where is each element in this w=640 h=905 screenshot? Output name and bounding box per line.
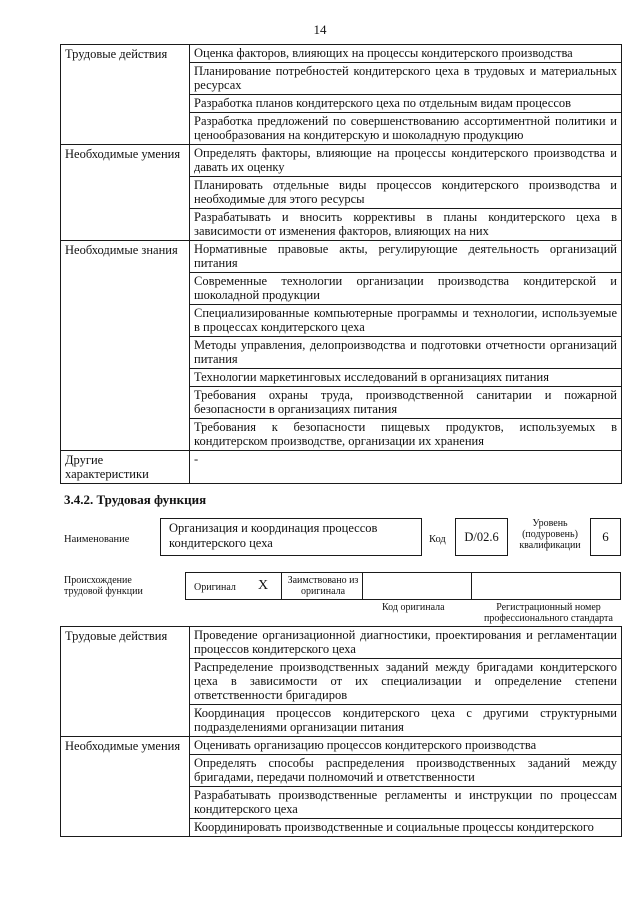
origin-table [185,572,621,600]
list-item: Требования охраны труда, производственной санитарии и пожарной безопасности в организациях питания [190,387,622,419]
list-item: Координация процессов кондитерского цеха с другими структурными подразделениями организации питания [190,705,622,737]
origin-label: Происхождение трудовой функции [64,575,143,597]
table-row [61,451,622,484]
list-item: Планирование потребностей кондитерского цеха в трудовых и материальных ресурсах [190,63,622,95]
row-label-required-skills: Необходимые умения [61,737,190,837]
table-row [61,241,622,273]
section-title: 3.4.2. Трудовая функция [64,492,207,507]
list-item: Специализированные компьютерные программы и технологии, используемые в процессах кондитерского цеха [190,305,622,337]
table-row [61,145,622,177]
table-row [61,45,622,63]
competency-table-1 [60,44,622,484]
list-item: Определять факторы, влияющие на процессы кондитерского производства и давать их оценку [190,145,622,177]
list-item: Нормативные правовые акты, регулирующие деятельность организаций питания [190,241,622,273]
list-item: Разрабатывать и вносить коррективы в планы кондитерского цеха в зависимости от изменения факторов, влияющих на них [190,209,622,241]
divider [471,573,472,599]
table-row [61,737,622,755]
qualification-level-label: Уровень (подуровень) квалификации [519,518,581,551]
registration-number-label: Регистрационный номер профессионального стандарта [484,602,613,624]
row-label-labor-actions: Трудовые действия [61,627,190,737]
list-item: Разрабатывать производственные регламенты и инструкции по процессам кондитерского цеха [190,787,622,819]
page-number: 14 [313,22,327,37]
list-item: Технологии маркетинговых исследований в организациях питания [190,369,622,387]
original-mark: X [258,578,269,593]
row-label-required-knowledge: Необходимые знания [61,241,190,451]
function-name-field: Организация и координация процессов кондитерского цеха [160,518,422,556]
divider [281,573,282,599]
original-label: Оригинал [194,582,236,593]
code-original-label: Код оригинала [382,602,445,613]
competency-table-2 [60,626,622,837]
list-item: Оценка факторов, влияющих на процессы кондитерского производства [190,45,622,63]
table-row [61,627,622,659]
row-label-required-skills: Необходимые умения [61,145,190,241]
level-field: 6 [590,518,621,556]
list-item: Современные технологии организации производства кондитерской и шоколадной продукции [190,273,622,305]
list-item: Разработка предложений по совершенствованию ассортиментной политики и ценообразования на кондитерскую и шоколадную продукцию [190,113,622,145]
name-label: Наименование [64,534,130,545]
list-item: Требования к безопасности пищевых продуктов, используемых в кондитерском производстве, организации их хранения [190,419,622,451]
row-label-labor-actions: Трудовые действия [61,45,190,145]
list-item: Распределение производственных заданий между бригадами кондитерского цеха в зависимости от их специализации и определение степени ответственности бригадиров [190,659,622,705]
list-item: Разработка планов кондитерского цеха по отдельным видам процессов [190,95,622,113]
code-field: D/02.6 [455,518,508,556]
divider [362,573,363,599]
list-item: Оценивать организацию процессов кондитерского производства [190,737,622,755]
list-item: - [190,451,622,484]
row-label-other-characteristics: Другие характеристики [61,451,190,484]
list-item: Методы управления, делопроизводства и подготовки отчетности организаций питания [190,337,622,369]
list-item: Координировать производственные и социальные процессы кондитерского [190,819,622,837]
borrowed-label: Заимствовано из оригинала [287,575,359,597]
list-item: Проведение организационной диагностики, проектирования и регламентации процессов кондитерского цеха [190,627,622,659]
list-item: Определять способы распределения производственных заданий между бригадами, передачи полномочий и ответственности [190,755,622,787]
list-item: Планировать отдельные виды процессов кондитерского производства и необходимые для этого ресурсы [190,177,622,209]
code-label: Код [429,534,446,545]
